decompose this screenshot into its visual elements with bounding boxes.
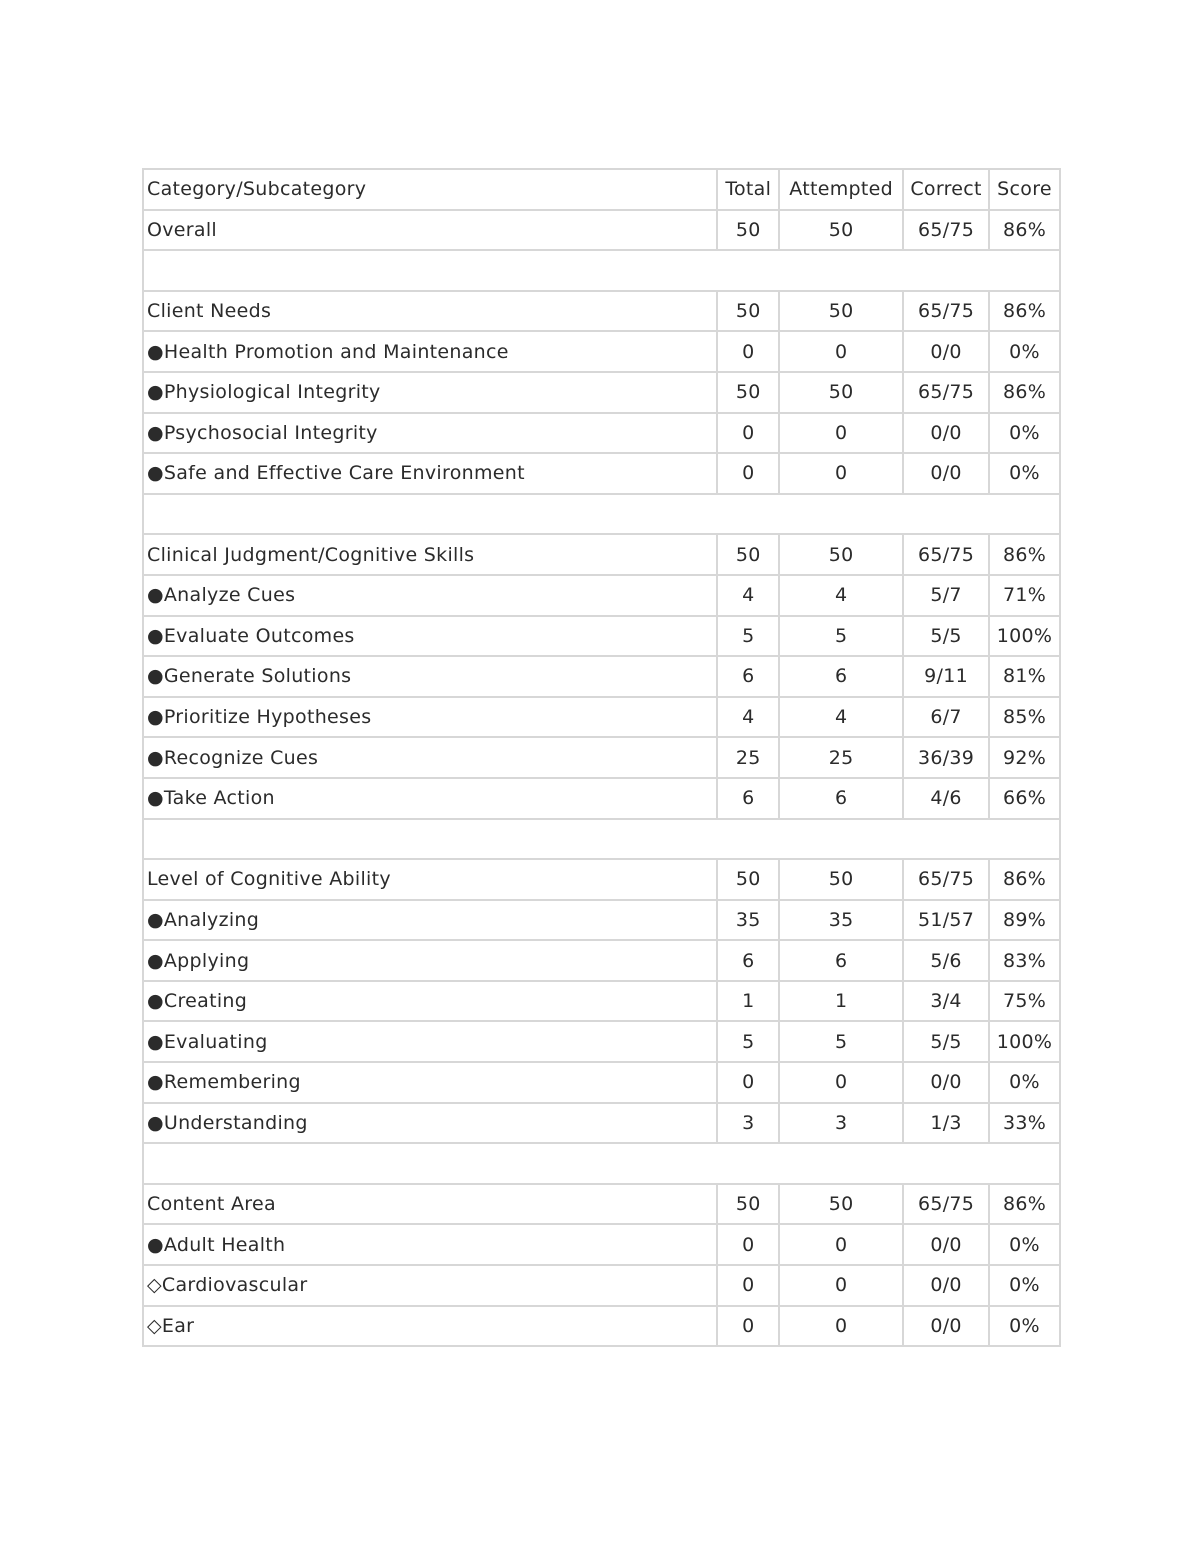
table-row xyxy=(143,413,1060,454)
row-label: ●Creating xyxy=(143,981,717,1022)
row-label: ◇Cardiovascular xyxy=(143,1265,717,1306)
row-total: 50 xyxy=(717,859,779,900)
header-category: Category/Subcategory xyxy=(143,169,717,210)
row-correct: 5/6 xyxy=(903,940,989,981)
row-correct: 65/75 xyxy=(903,1184,989,1225)
row-correct: 0/0 xyxy=(903,1265,989,1306)
row-attempted: 50 xyxy=(779,534,903,575)
row-label: ●Evaluating xyxy=(143,1021,717,1062)
row-correct: 0/0 xyxy=(903,453,989,494)
row-correct: 65/75 xyxy=(903,291,989,332)
row-total: 50 xyxy=(717,1184,779,1225)
row-total: 50 xyxy=(717,534,779,575)
row-label: ●Recognize Cues xyxy=(143,737,717,778)
row-correct: 9/11 xyxy=(903,656,989,697)
row-correct: 0/0 xyxy=(903,331,989,372)
row-correct: 1/3 xyxy=(903,1103,989,1144)
row-label: ●Safe and Effective Care Environment xyxy=(143,453,717,494)
row-attempted: 0 xyxy=(779,1062,903,1103)
table-row xyxy=(143,1103,1060,1144)
row-score: 86% xyxy=(989,372,1060,413)
row-correct: 0/0 xyxy=(903,1062,989,1103)
row-label: ●Applying xyxy=(143,940,717,981)
spacer-row xyxy=(143,494,1060,535)
table-row xyxy=(143,656,1060,697)
row-score: 86% xyxy=(989,1184,1060,1225)
row-total: 6 xyxy=(717,940,779,981)
table-row xyxy=(143,1265,1060,1306)
row-attempted: 0 xyxy=(779,1265,903,1306)
row-score: 100% xyxy=(989,616,1060,657)
header-total: Total xyxy=(717,169,779,210)
row-score: 100% xyxy=(989,1021,1060,1062)
row-score: 81% xyxy=(989,656,1060,697)
row-label: ●Analyze Cues xyxy=(143,575,717,616)
row-attempted: 50 xyxy=(779,291,903,332)
row-attempted: 6 xyxy=(779,656,903,697)
spacer-row xyxy=(143,819,1060,860)
row-total: 50 xyxy=(717,372,779,413)
row-correct: 0/0 xyxy=(903,1224,989,1265)
row-attempted: 0 xyxy=(779,413,903,454)
row-score: 0% xyxy=(989,1265,1060,1306)
row-label: Overall xyxy=(143,210,717,251)
table-row xyxy=(143,778,1060,819)
row-total: 0 xyxy=(717,1265,779,1306)
row-label: ●Analyzing xyxy=(143,900,717,941)
row-correct: 5/5 xyxy=(903,616,989,657)
row-total: 4 xyxy=(717,697,779,738)
table-header-row xyxy=(143,169,1060,210)
table-row xyxy=(143,1021,1060,1062)
header-score: Score xyxy=(989,169,1060,210)
row-total: 1 xyxy=(717,981,779,1022)
row-attempted: 1 xyxy=(779,981,903,1022)
spacer-cell xyxy=(143,250,1060,291)
spacer-cell xyxy=(143,494,1060,535)
row-attempted: 0 xyxy=(779,1224,903,1265)
row-attempted: 0 xyxy=(779,1306,903,1347)
table-row xyxy=(143,737,1060,778)
table-row xyxy=(143,534,1060,575)
table-row xyxy=(143,981,1060,1022)
row-attempted: 25 xyxy=(779,737,903,778)
row-score: 75% xyxy=(989,981,1060,1022)
row-label: ●Generate Solutions xyxy=(143,656,717,697)
row-total: 0 xyxy=(717,413,779,454)
row-attempted: 50 xyxy=(779,1184,903,1225)
row-score: 86% xyxy=(989,210,1060,251)
row-score: 86% xyxy=(989,859,1060,900)
score-report-table xyxy=(142,168,1061,1347)
table-row xyxy=(143,1184,1060,1225)
row-score: 0% xyxy=(989,1306,1060,1347)
row-label: Level of Cognitive Ability xyxy=(143,859,717,900)
row-score: 0% xyxy=(989,1062,1060,1103)
row-label: ●Evaluate Outcomes xyxy=(143,616,717,657)
row-correct: 4/6 xyxy=(903,778,989,819)
row-attempted: 4 xyxy=(779,575,903,616)
header-attempted: Attempted xyxy=(779,169,903,210)
row-score: 85% xyxy=(989,697,1060,738)
row-score: 0% xyxy=(989,453,1060,494)
spacer-cell xyxy=(143,1143,1060,1184)
row-correct: 65/75 xyxy=(903,534,989,575)
row-total: 0 xyxy=(717,1306,779,1347)
row-attempted: 35 xyxy=(779,900,903,941)
row-label: ◇Ear xyxy=(143,1306,717,1347)
table-row xyxy=(143,1306,1060,1347)
spacer-row xyxy=(143,1143,1060,1184)
row-total: 6 xyxy=(717,656,779,697)
row-score: 86% xyxy=(989,291,1060,332)
row-label: ●Psychosocial Integrity xyxy=(143,413,717,454)
row-correct: 0/0 xyxy=(903,413,989,454)
row-label: ●Health Promotion and Maintenance xyxy=(143,331,717,372)
row-attempted: 50 xyxy=(779,210,903,251)
row-score: 92% xyxy=(989,737,1060,778)
spacer-cell xyxy=(143,819,1060,860)
row-label: Clinical Judgment/Cognitive Skills xyxy=(143,534,717,575)
table-row xyxy=(143,859,1060,900)
row-correct: 5/5 xyxy=(903,1021,989,1062)
table-body xyxy=(143,169,1060,1346)
row-score: 0% xyxy=(989,413,1060,454)
row-correct: 0/0 xyxy=(903,1306,989,1347)
row-attempted: 50 xyxy=(779,372,903,413)
row-score: 66% xyxy=(989,778,1060,819)
row-attempted: 6 xyxy=(779,778,903,819)
row-score: 71% xyxy=(989,575,1060,616)
table-row xyxy=(143,1062,1060,1103)
row-attempted: 4 xyxy=(779,697,903,738)
row-correct: 51/57 xyxy=(903,900,989,941)
row-attempted: 5 xyxy=(779,616,903,657)
row-total: 0 xyxy=(717,1224,779,1265)
row-score: 33% xyxy=(989,1103,1060,1144)
table-row xyxy=(143,940,1060,981)
row-score: 89% xyxy=(989,900,1060,941)
row-total: 25 xyxy=(717,737,779,778)
row-attempted: 50 xyxy=(779,859,903,900)
row-correct: 65/75 xyxy=(903,210,989,251)
table-row xyxy=(143,616,1060,657)
row-correct: 65/75 xyxy=(903,372,989,413)
row-total: 50 xyxy=(717,210,779,251)
row-score: 0% xyxy=(989,1224,1060,1265)
row-total: 4 xyxy=(717,575,779,616)
row-label: ●Adult Health xyxy=(143,1224,717,1265)
table-row xyxy=(143,453,1060,494)
row-total: 50 xyxy=(717,291,779,332)
row-total: 0 xyxy=(717,1062,779,1103)
row-correct: 6/7 xyxy=(903,697,989,738)
row-total: 35 xyxy=(717,900,779,941)
table-row xyxy=(143,1224,1060,1265)
row-label: ●Remembering xyxy=(143,1062,717,1103)
row-attempted: 5 xyxy=(779,1021,903,1062)
row-correct: 5/7 xyxy=(903,575,989,616)
row-attempted: 6 xyxy=(779,940,903,981)
row-total: 5 xyxy=(717,1021,779,1062)
row-score: 0% xyxy=(989,331,1060,372)
table-row xyxy=(143,575,1060,616)
row-label: Client Needs xyxy=(143,291,717,332)
row-correct: 36/39 xyxy=(903,737,989,778)
row-total: 6 xyxy=(717,778,779,819)
spacer-row xyxy=(143,250,1060,291)
row-attempted: 0 xyxy=(779,453,903,494)
table-row xyxy=(143,697,1060,738)
row-total: 0 xyxy=(717,453,779,494)
row-total: 3 xyxy=(717,1103,779,1144)
row-label: ●Prioritize Hypotheses xyxy=(143,697,717,738)
row-correct: 65/75 xyxy=(903,859,989,900)
table-row xyxy=(143,372,1060,413)
table-row xyxy=(143,210,1060,251)
header-correct: Correct xyxy=(903,169,989,210)
row-label: ●Physiological Integrity xyxy=(143,372,717,413)
row-label: ●Understanding xyxy=(143,1103,717,1144)
row-total: 0 xyxy=(717,331,779,372)
table-row xyxy=(143,291,1060,332)
table-row xyxy=(143,331,1060,372)
table-row xyxy=(143,900,1060,941)
row-correct: 3/4 xyxy=(903,981,989,1022)
row-score: 83% xyxy=(989,940,1060,981)
row-score: 86% xyxy=(989,534,1060,575)
row-total: 5 xyxy=(717,616,779,657)
row-attempted: 0 xyxy=(779,331,903,372)
row-label: Content Area xyxy=(143,1184,717,1225)
row-attempted: 3 xyxy=(779,1103,903,1144)
row-label: ●Take Action xyxy=(143,778,717,819)
